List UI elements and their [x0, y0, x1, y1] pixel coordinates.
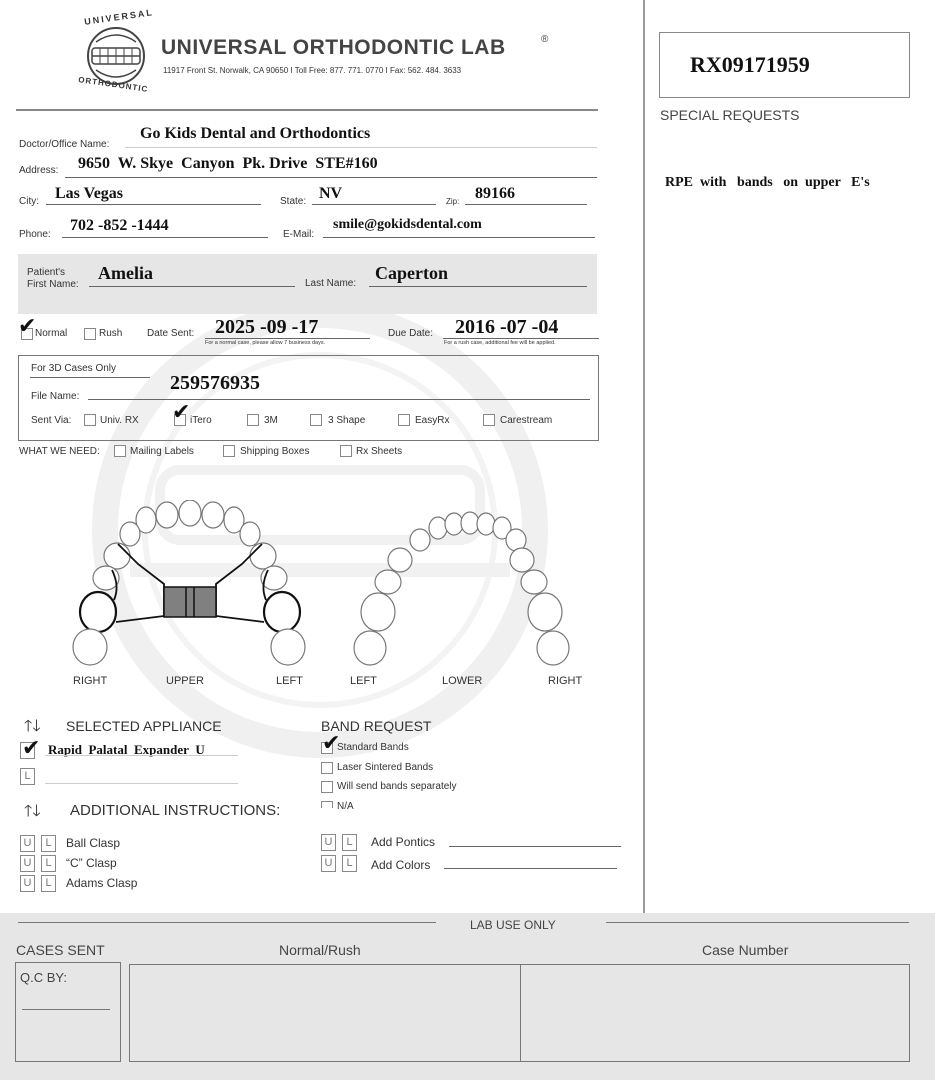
c-clasp-l-box[interactable]: L	[41, 855, 56, 872]
add-colors-l-box[interactable]: L	[342, 855, 357, 872]
upper-arch-diagram	[60, 500, 320, 670]
address-line	[65, 177, 597, 178]
city-label: City:	[19, 196, 39, 207]
c-clasp-u-box[interactable]: U	[20, 855, 35, 872]
zip-value[interactable]: 89166	[475, 185, 515, 202]
shipping-boxes-checkbox[interactable]	[223, 445, 235, 457]
due-date-note: For a rush case, additional fee will be applied.	[444, 340, 556, 346]
lower-label: LOWER	[442, 675, 483, 687]
send-separately-label: Will send bands separately	[337, 781, 457, 792]
date-sent-note: For a normal case, please allow 7 business days.	[205, 340, 326, 346]
additional-instructions-title: ADDITIONAL INSTRUCTIONS:	[70, 802, 281, 819]
state-value[interactable]: NV	[319, 185, 343, 202]
office-name-line	[125, 147, 597, 148]
cases-sent-label: CASES SENT	[16, 942, 105, 958]
c-clasp-label: “C” Clasp	[66, 856, 117, 870]
normal-check-icon: ✔	[18, 314, 37, 339]
special-requests-text: RPE with bands on upper E's	[665, 175, 870, 190]
email-line	[323, 237, 595, 238]
send-separately-checkbox[interactable]	[321, 781, 333, 793]
sent-via-carestream-checkbox[interactable]	[483, 414, 495, 426]
file-name-value[interactable]: 259576935	[170, 372, 260, 394]
mailing-labels-label: Mailing Labels	[130, 446, 194, 457]
add-pontics-u-box[interactable]: U	[321, 834, 336, 851]
phone-label: Phone:	[19, 229, 51, 240]
date-sent-value[interactable]: 2025 -09 -17	[215, 316, 319, 338]
three-d-title: For 3D Cases Only	[31, 363, 117, 374]
upper-right-label: RIGHT	[73, 675, 108, 687]
appliance-line-2	[45, 783, 238, 784]
header-rule	[16, 109, 598, 111]
appliance-check-icon: ✔	[22, 736, 41, 761]
city-value[interactable]: Las Vegas	[55, 185, 124, 202]
rush-label: Rush	[99, 328, 123, 339]
rx-number: RX09171959	[690, 52, 810, 77]
selected-appliance-title: SELECTED APPLIANCE	[66, 718, 222, 734]
address-label: Address:	[19, 165, 59, 176]
last-name-label: Last Name:	[305, 278, 357, 289]
patient-first-label-2: First Name:	[27, 279, 79, 290]
upper-label: UPPER	[166, 675, 204, 687]
laser-sintered-checkbox[interactable]	[321, 762, 333, 774]
special-requests-label: SPECIAL REQUESTS	[660, 107, 800, 123]
add-colors-line	[444, 868, 617, 869]
add-pontics-label: Add Pontics	[371, 835, 436, 849]
lab-rule-right	[606, 922, 909, 923]
registered-mark: ®	[541, 34, 549, 45]
normal-rush-label: Normal/Rush	[279, 942, 361, 958]
email-label: E-Mail:	[283, 229, 315, 240]
state-label: State:	[280, 196, 307, 207]
lower-left-label: LEFT	[350, 675, 377, 687]
qc-by-label: Q.C BY:	[20, 970, 67, 985]
file-name-line	[88, 399, 590, 400]
lab-rule-left	[18, 922, 436, 923]
ball-clasp-u-box[interactable]: U	[20, 835, 35, 852]
email-value[interactable]: smile@gokidsdental.com	[333, 217, 482, 232]
appliance-value[interactable]: Rapid_Palatal_Expander_U	[48, 742, 205, 757]
sent-via-3m-checkbox[interactable]	[247, 414, 259, 426]
add-colors-u-box[interactable]: U	[321, 855, 336, 872]
sent-via-univ-rx-label: Univ. RX	[100, 415, 139, 426]
sent-via-easyrx-label: EasyRx	[415, 415, 450, 426]
patient-first-label-1: Patient's	[27, 267, 66, 278]
appliance-l-box[interactable]: L	[20, 768, 35, 785]
last-name-line	[369, 286, 587, 287]
sent-via-univ-rx-checkbox[interactable]	[84, 414, 96, 426]
normal-rush-box[interactable]	[129, 964, 521, 1062]
column-divider	[643, 0, 645, 913]
three-d-title-rule	[30, 377, 150, 378]
band-request-title: BAND REQUEST	[321, 718, 432, 734]
adams-clasp-l-box[interactable]: L	[41, 875, 56, 892]
case-number-label: Case Number	[702, 942, 789, 958]
appliance-line-1	[45, 755, 238, 756]
lab-address: 11917 Front St. Norwalk, CA 90650 I Toll Free: 877. 771. 0770 I Fax: 562. 484. 3633	[163, 66, 462, 75]
band-na-checkbox[interactable]	[321, 801, 333, 808]
sent-via-3m-label: 3M	[264, 415, 278, 426]
laser-sintered-label: Laser Sintered Bands	[337, 762, 434, 773]
itero-check-icon: ✔	[172, 400, 191, 425]
sent-via-itero-label: iTero	[190, 415, 212, 426]
sent-via-3shape-label: 3 Shape	[328, 415, 366, 426]
ball-clasp-l-box[interactable]: L	[41, 835, 56, 852]
rx-sheets-checkbox[interactable]	[340, 445, 352, 457]
due-date-label: Due Date:	[388, 328, 434, 339]
what-we-need-label: WHAT WE NEED:	[19, 446, 100, 457]
add-pontics-l-box[interactable]: L	[342, 834, 357, 851]
date-sent-label: Date Sent:	[147, 328, 195, 339]
address-value[interactable]: 9650 W. Skye Canyon Pk. Drive STE#160	[78, 155, 378, 172]
due-date-value[interactable]: 2016 -07 -04	[455, 316, 559, 338]
add-pontics-line	[449, 846, 621, 847]
sent-via-3shape-checkbox[interactable]	[310, 414, 322, 426]
lower-right-label: RIGHT	[548, 675, 583, 687]
standard-bands-check-icon: ✔	[322, 731, 341, 756]
mailing-labels-checkbox[interactable]	[114, 445, 126, 457]
shipping-boxes-label: Shipping Boxes	[240, 446, 310, 457]
upper-left-label: LEFT	[276, 675, 303, 687]
office-name-value[interactable]: Go Kids Dental and Orthodontics	[140, 125, 371, 142]
lab-use-title: LAB USE ONLY	[470, 918, 556, 932]
file-name-label: File Name:	[31, 391, 80, 402]
phone-value[interactable]: 702 -852 -1444	[70, 217, 169, 234]
last-name-value[interactable]: Caperton	[375, 263, 448, 283]
ball-clasp-label: Ball Clasp	[66, 836, 121, 850]
qc-signature-line	[22, 1009, 110, 1010]
office-name-label: Doctor/Office Name:	[19, 139, 110, 150]
zip-label: Zip:	[446, 197, 460, 206]
state-line	[312, 204, 436, 205]
city-line	[46, 204, 261, 205]
add-colors-label: Add Colors	[371, 858, 431, 872]
rx-sheets-label: Rx Sheets	[356, 446, 403, 457]
reorder-arrows-icon: 🡑🡓	[24, 718, 41, 735]
logo-text-bottom: ORTHODONTIC	[77, 75, 149, 94]
adams-clasp-label: Adams Clasp	[66, 876, 138, 890]
sent-via-label: Sent Via:	[31, 415, 72, 426]
sent-via-carestream-label: Carestream	[500, 415, 553, 426]
lower-arch-diagram	[340, 510, 590, 670]
zip-line	[465, 204, 587, 205]
case-number-box[interactable]	[520, 964, 910, 1062]
phone-line	[62, 237, 268, 238]
logo-text-top: UNIVERSAL	[83, 7, 155, 27]
band-na-label: N/A	[337, 801, 354, 812]
adams-clasp-u-box[interactable]: U	[20, 875, 35, 892]
instructions-arrows-icon: 🡑🡓	[24, 803, 41, 820]
lab-title: UNIVERSAL ORTHODONTIC LAB	[161, 36, 506, 59]
first-name-line	[89, 286, 295, 287]
sent-via-easyrx-checkbox[interactable]	[398, 414, 410, 426]
standard-bands-label: Standard Bands	[337, 742, 409, 753]
first-name-value[interactable]: Amelia	[98, 263, 153, 283]
rush-checkbox[interactable]	[84, 328, 96, 340]
normal-label: Normal	[35, 328, 68, 339]
